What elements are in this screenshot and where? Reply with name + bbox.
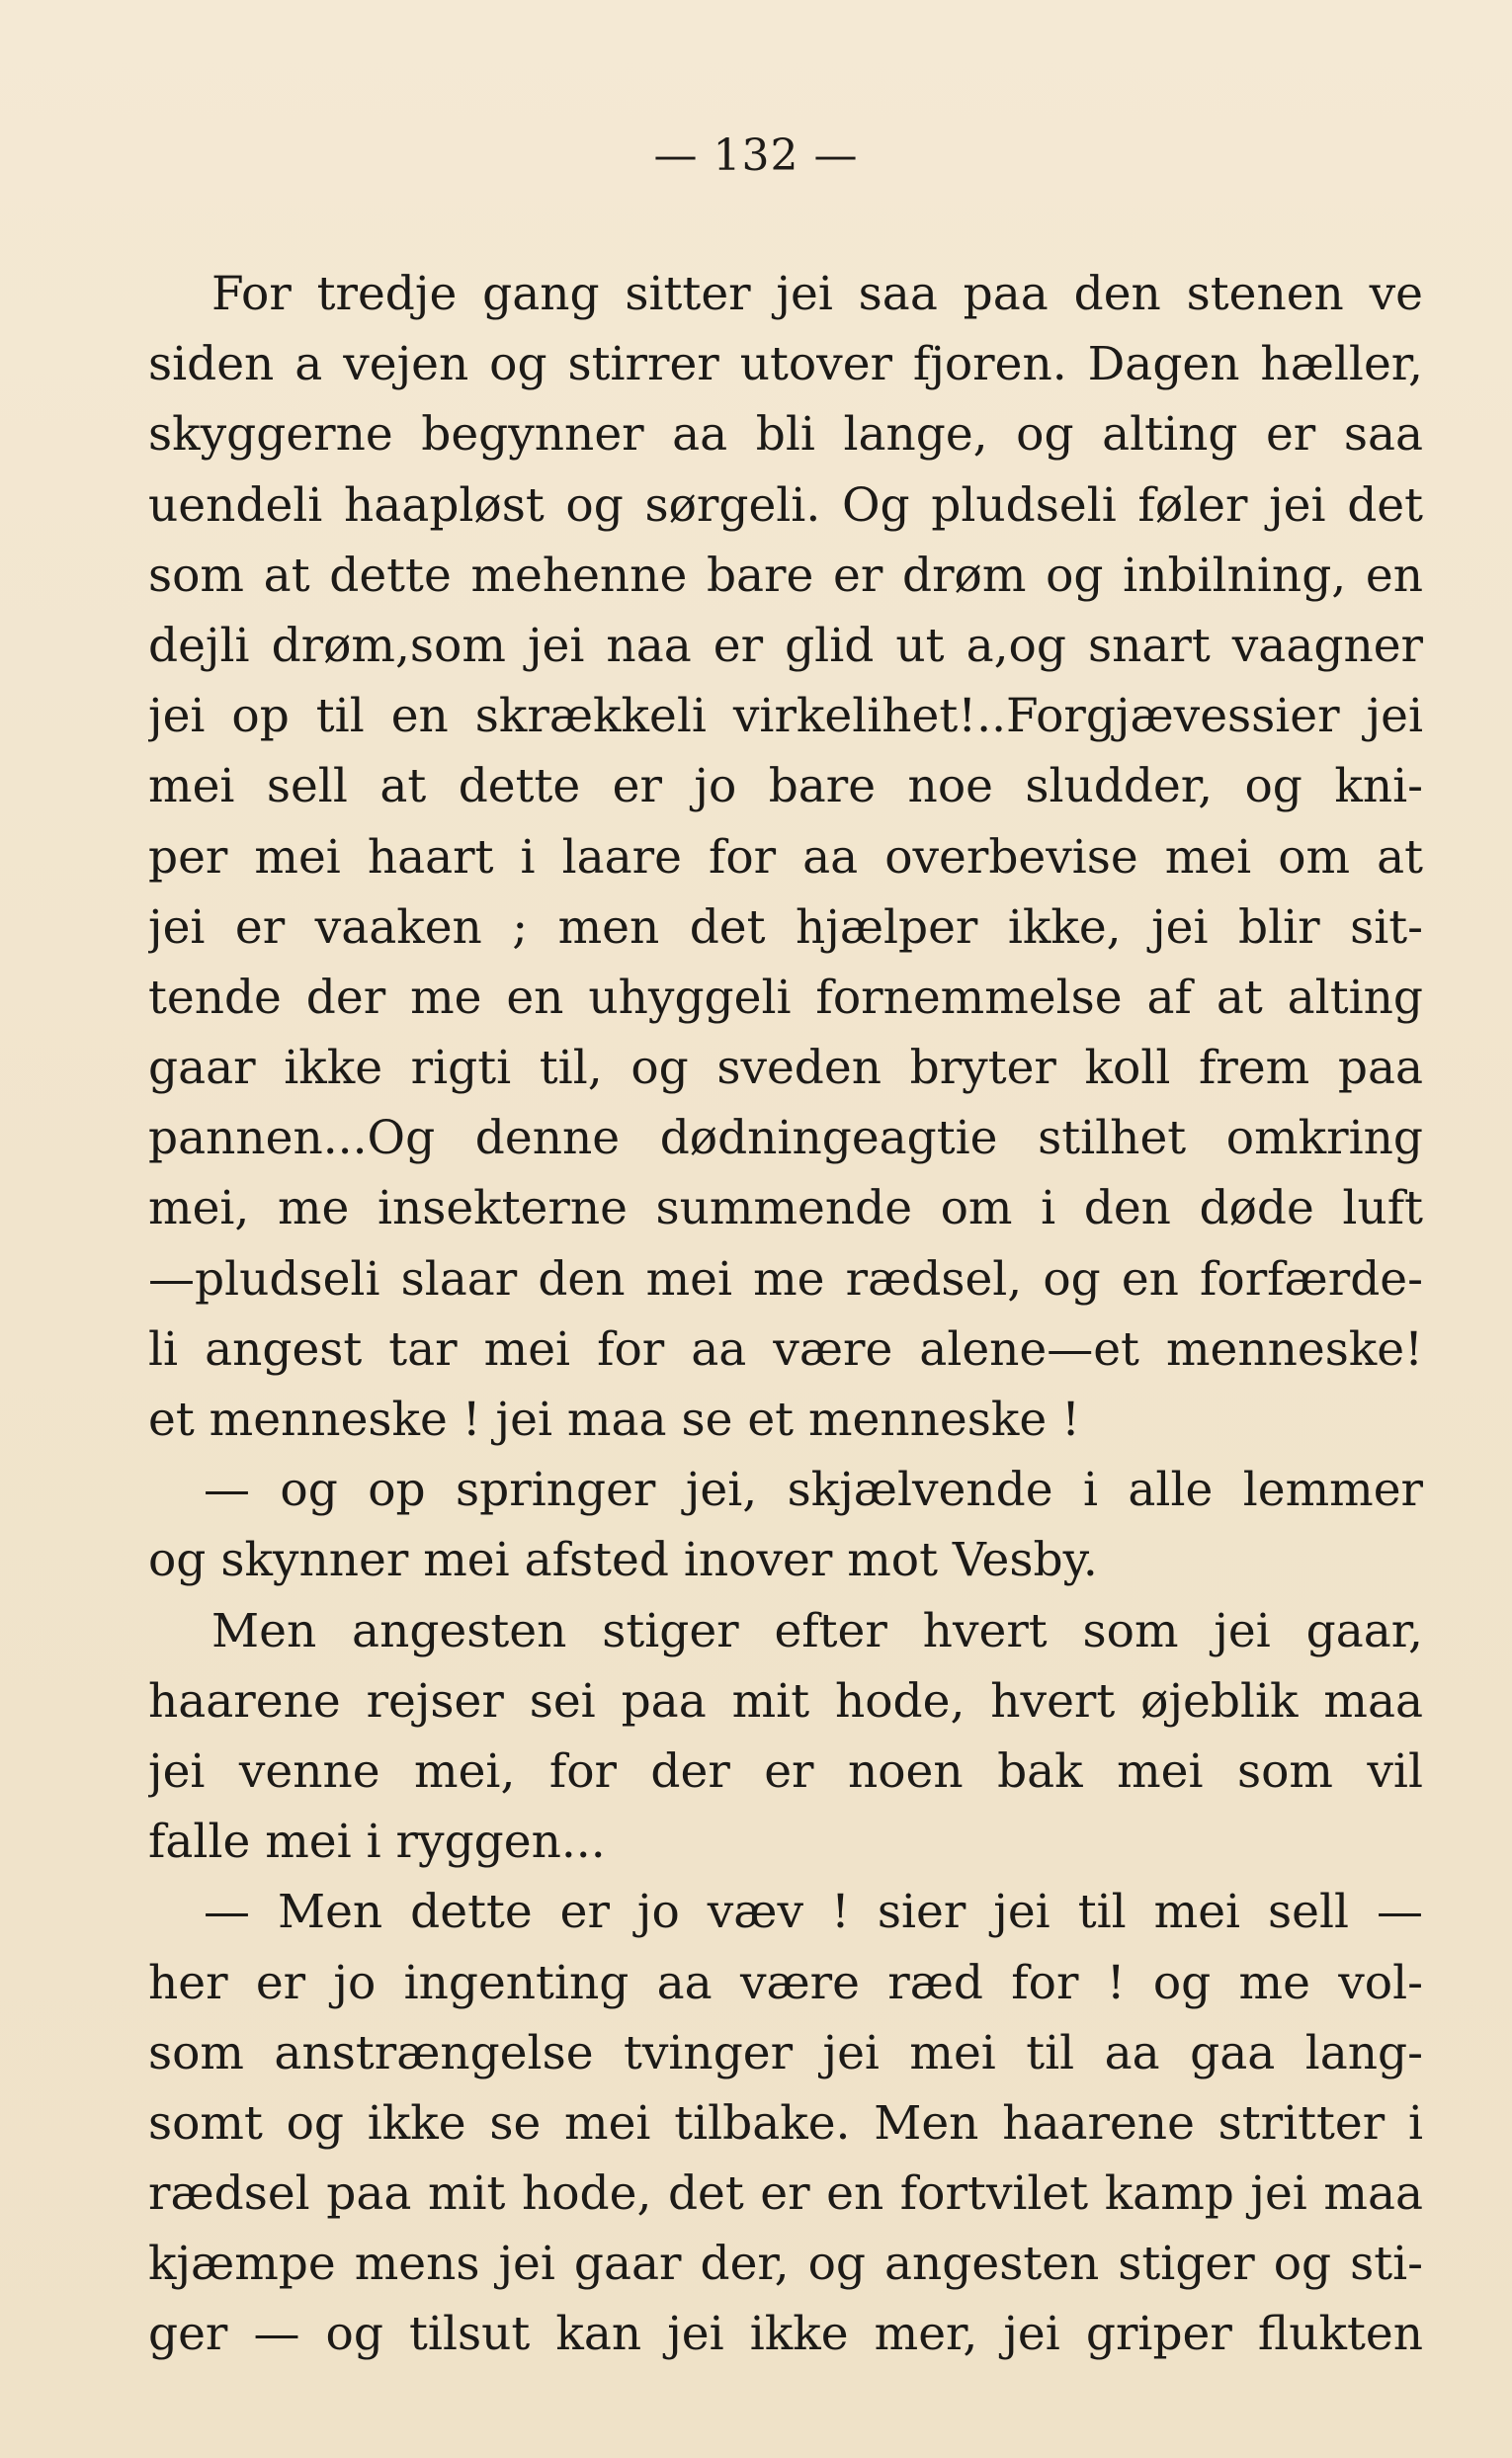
text-line: rædsel paa mit hode, det er en fortvilet kamp jei maa — [148, 2166, 1423, 2222]
text-line: ger — og tilsut kan jei ikke mer, jei griper flukten — [148, 2307, 1423, 2362]
text-line: og skynner mei afsted inover mot Vesby. — [148, 1533, 1098, 1588]
text-line: uendeli haapløst og sørgeli. Og pludseli føler jei det — [148, 477, 1423, 533]
page-number: — 132 — — [653, 130, 859, 181]
text-line: li angest tar mei for aa være alene—et menneske! — [148, 1321, 1423, 1377]
text-line: — Men dette er jo væv ! sier jei til mei sell — — [204, 1885, 1423, 1940]
text-line: som at dette mehenne bare er drøm og inbilning, en — [148, 548, 1423, 603]
text-line: Men angesten stiger efter hvert som jei gaar, — [211, 1603, 1423, 1658]
text-line: dejli drøm,som jei naa er glid ut a,og snart vaagner — [148, 618, 1423, 673]
text-line: her er jo ingenting aa være ræd for ! og me vol- — [148, 1955, 1423, 2010]
text-line: jei venne mei, for der er noen bak mei som vil — [148, 1743, 1423, 1799]
text-line: mei sell at dette er jo bare noe sludder, og kni- — [148, 759, 1423, 814]
text-line: per mei haart i laare for aa overbevise mei om at — [148, 829, 1423, 885]
body-text — [148, 259, 1423, 2370]
text-line: jei er vaaken ; men det hjælper ikke, jei blir sit- — [148, 899, 1423, 955]
text-line: gaar ikke rigti til, og sveden bryter koll frem paa — [148, 1041, 1423, 1096]
text-line: et menneske ! jei maa se et menneske ! — [148, 1393, 1080, 1447]
text-line: pannen...Og denne dødningeagtie stilhet omkring — [148, 1111, 1423, 1166]
text-line: haarene rejser sei paa mit hode, hvert øjeblik maa — [148, 1673, 1423, 1729]
text-line: kjæmpe mens jei gaar der, og angesten stiger og sti- — [148, 2237, 1423, 2292]
text-line: — og op springer jei, skjælvende i alle lemmer — [204, 1463, 1423, 1518]
text-line: som anstrængelse tvinger jei mei til aa gaa lang- — [148, 2025, 1423, 2080]
text-line: jei op til en skrækkeli virkelihet!..Forgjævessier jei — [148, 689, 1423, 744]
text-line: For tredje gang sitter jei saa paa den stenen ve — [211, 267, 1423, 321]
text-line: mei, me insekterne summende om i den døde luft — [148, 1181, 1423, 1236]
text-line: —pludseli slaar den mei me rædsel, og en forfærde- — [148, 1251, 1423, 1307]
text-line: somt og ikke se mei tilbake. Men haarene stritter i — [148, 2095, 1423, 2151]
text-line: skyggerne begynner aa bli lange, og alting er saa — [148, 407, 1423, 463]
text-line: siden a vejen og stirrer utover fjoren. Dagen hæller, — [148, 337, 1423, 392]
text-line: falle mei i ryggen... — [148, 1815, 606, 1870]
text-line: tende der me en uhyggeli fornemmelse af at alting — [148, 970, 1423, 1025]
